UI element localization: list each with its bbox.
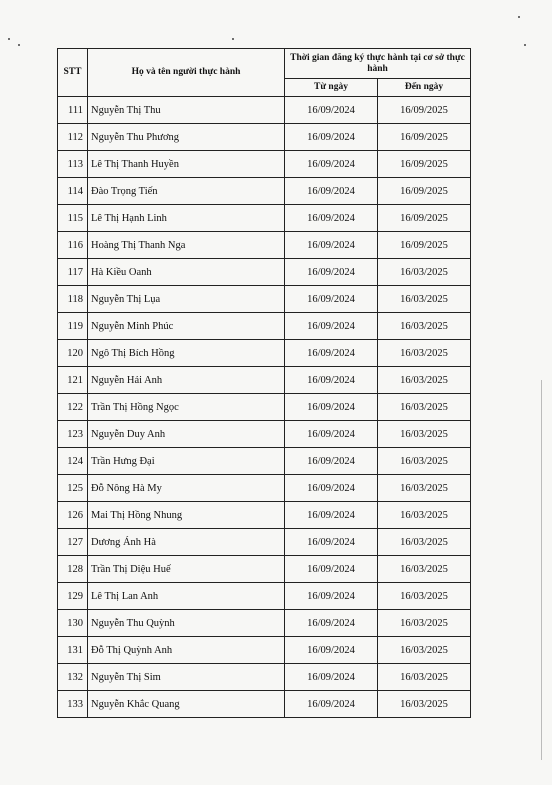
row-stt: 132 (58, 664, 88, 691)
scan-speck (18, 44, 20, 46)
table-row (58, 151, 471, 178)
row-to-date: 16/03/2025 (378, 529, 471, 556)
table-row (58, 178, 471, 205)
header-registration-period: Thời gian đăng ký thực hành tại cơ sở thực hành (285, 49, 471, 79)
table-row (58, 286, 471, 313)
row-to-date: 16/03/2025 (378, 394, 471, 421)
row-stt: 133 (58, 691, 88, 718)
row-name: Nguyễn Thị Lụa (88, 286, 285, 313)
row-to-date: 16/03/2025 (378, 313, 471, 340)
row-to-date: 16/03/2025 (378, 448, 471, 475)
row-from-date: 16/09/2024 (285, 691, 378, 718)
row-from-date: 16/09/2024 (285, 151, 378, 178)
table-row (58, 637, 471, 664)
row-stt: 127 (58, 529, 88, 556)
row-from-date: 16/09/2024 (285, 502, 378, 529)
row-name: Nguyễn Thị Sim (88, 664, 285, 691)
row-from-date: 16/09/2024 (285, 340, 378, 367)
header-stt: STT (58, 49, 88, 97)
row-stt: 129 (58, 583, 88, 610)
row-stt: 114 (58, 178, 88, 205)
row-to-date: 16/03/2025 (378, 583, 471, 610)
scan-speck (518, 16, 520, 18)
row-stt: 119 (58, 313, 88, 340)
row-from-date: 16/09/2024 (285, 583, 378, 610)
table-body (58, 97, 471, 718)
table-row (58, 664, 471, 691)
row-name: Trần Thị Diệu Huế (88, 556, 285, 583)
table-row (58, 529, 471, 556)
row-stt: 111 (58, 97, 88, 124)
row-from-date: 16/09/2024 (285, 259, 378, 286)
row-to-date: 16/09/2025 (378, 97, 471, 124)
row-to-date: 16/03/2025 (378, 259, 471, 286)
table-row (58, 394, 471, 421)
table-header-row (58, 49, 471, 79)
row-name: Dương Ánh Hà (88, 529, 285, 556)
row-name: Lê Thị Thanh Huyền (88, 151, 285, 178)
table-row (58, 583, 471, 610)
table-row (58, 502, 471, 529)
table-row (58, 340, 471, 367)
row-from-date: 16/09/2024 (285, 529, 378, 556)
row-stt: 123 (58, 421, 88, 448)
row-stt: 124 (58, 448, 88, 475)
row-stt: 131 (58, 637, 88, 664)
table-row (58, 475, 471, 502)
table-row (58, 610, 471, 637)
row-to-date: 16/09/2025 (378, 232, 471, 259)
row-from-date: 16/09/2024 (285, 448, 378, 475)
row-name: Mai Thị Hồng Nhung (88, 502, 285, 529)
scan-speck (524, 44, 526, 46)
row-stt: 118 (58, 286, 88, 313)
row-to-date: 16/03/2025 (378, 286, 471, 313)
row-from-date: 16/09/2024 (285, 475, 378, 502)
row-from-date: 16/09/2024 (285, 367, 378, 394)
row-name: Nguyễn Khắc Quang (88, 691, 285, 718)
row-to-date: 16/03/2025 (378, 610, 471, 637)
scan-speck (8, 38, 10, 40)
row-from-date: 16/09/2024 (285, 286, 378, 313)
table-row (58, 367, 471, 394)
header-to-date: Đến ngày (378, 79, 471, 97)
row-name: Nguyễn Hải Anh (88, 367, 285, 394)
row-stt: 121 (58, 367, 88, 394)
scan-edge-shadow (541, 380, 542, 760)
row-name: Lê Thị Lan Anh (88, 583, 285, 610)
row-stt: 130 (58, 610, 88, 637)
row-from-date: 16/09/2024 (285, 97, 378, 124)
row-name: Đỗ Nông Hà My (88, 475, 285, 502)
row-name: Đào Trọng Tiến (88, 178, 285, 205)
row-stt: 128 (58, 556, 88, 583)
row-stt: 112 (58, 124, 88, 151)
table-row (58, 259, 471, 286)
row-stt: 120 (58, 340, 88, 367)
row-from-date: 16/09/2024 (285, 124, 378, 151)
row-name: Nguyễn Thu Quỳnh (88, 610, 285, 637)
row-name: Hà Kiều Oanh (88, 259, 285, 286)
row-from-date: 16/09/2024 (285, 637, 378, 664)
row-stt: 125 (58, 475, 88, 502)
row-name: Trần Hưng Đại (88, 448, 285, 475)
row-to-date: 16/03/2025 (378, 637, 471, 664)
row-stt: 126 (58, 502, 88, 529)
row-to-date: 16/03/2025 (378, 421, 471, 448)
row-name: Ngô Thị Bích Hồng (88, 340, 285, 367)
row-from-date: 16/09/2024 (285, 664, 378, 691)
scan-speck (232, 38, 234, 40)
row-to-date: 16/09/2025 (378, 151, 471, 178)
row-from-date: 16/09/2024 (285, 205, 378, 232)
row-name: Hoàng Thị Thanh Nga (88, 232, 285, 259)
row-to-date: 16/03/2025 (378, 556, 471, 583)
registration-table (57, 48, 471, 718)
header-from-date: Từ ngày (285, 79, 378, 97)
row-to-date: 16/03/2025 (378, 664, 471, 691)
row-stt: 117 (58, 259, 88, 286)
table-row (58, 205, 471, 232)
row-from-date: 16/09/2024 (285, 232, 378, 259)
row-stt: 115 (58, 205, 88, 232)
row-to-date: 16/09/2025 (378, 178, 471, 205)
table-row (58, 691, 471, 718)
row-name: Đỗ Thị Quỳnh Anh (88, 637, 285, 664)
row-name: Lê Thị Hạnh Linh (88, 205, 285, 232)
header-name: Họ và tên người thực hành (88, 49, 285, 97)
row-to-date: 16/09/2025 (378, 124, 471, 151)
row-from-date: 16/09/2024 (285, 556, 378, 583)
table-row (58, 232, 471, 259)
row-name: Nguyễn Minh Phúc (88, 313, 285, 340)
row-to-date: 16/03/2025 (378, 475, 471, 502)
row-name: Nguyễn Thu Phương (88, 124, 285, 151)
row-from-date: 16/09/2024 (285, 394, 378, 421)
row-from-date: 16/09/2024 (285, 610, 378, 637)
row-from-date: 16/09/2024 (285, 421, 378, 448)
table-row (58, 124, 471, 151)
row-from-date: 16/09/2024 (285, 313, 378, 340)
row-to-date: 16/03/2025 (378, 502, 471, 529)
row-stt: 113 (58, 151, 88, 178)
table-row (58, 421, 471, 448)
row-name: Nguyễn Thị Thu (88, 97, 285, 124)
row-stt: 122 (58, 394, 88, 421)
row-name: Trần Thị Hồng Ngọc (88, 394, 285, 421)
row-to-date: 16/03/2025 (378, 367, 471, 394)
row-to-date: 16/09/2025 (378, 205, 471, 232)
table-row (58, 448, 471, 475)
row-name: Nguyễn Duy Anh (88, 421, 285, 448)
row-stt: 116 (58, 232, 88, 259)
row-to-date: 16/03/2025 (378, 340, 471, 367)
table-row (58, 97, 471, 124)
row-from-date: 16/09/2024 (285, 178, 378, 205)
row-to-date: 16/03/2025 (378, 691, 471, 718)
table-row (58, 313, 471, 340)
table-row (58, 556, 471, 583)
